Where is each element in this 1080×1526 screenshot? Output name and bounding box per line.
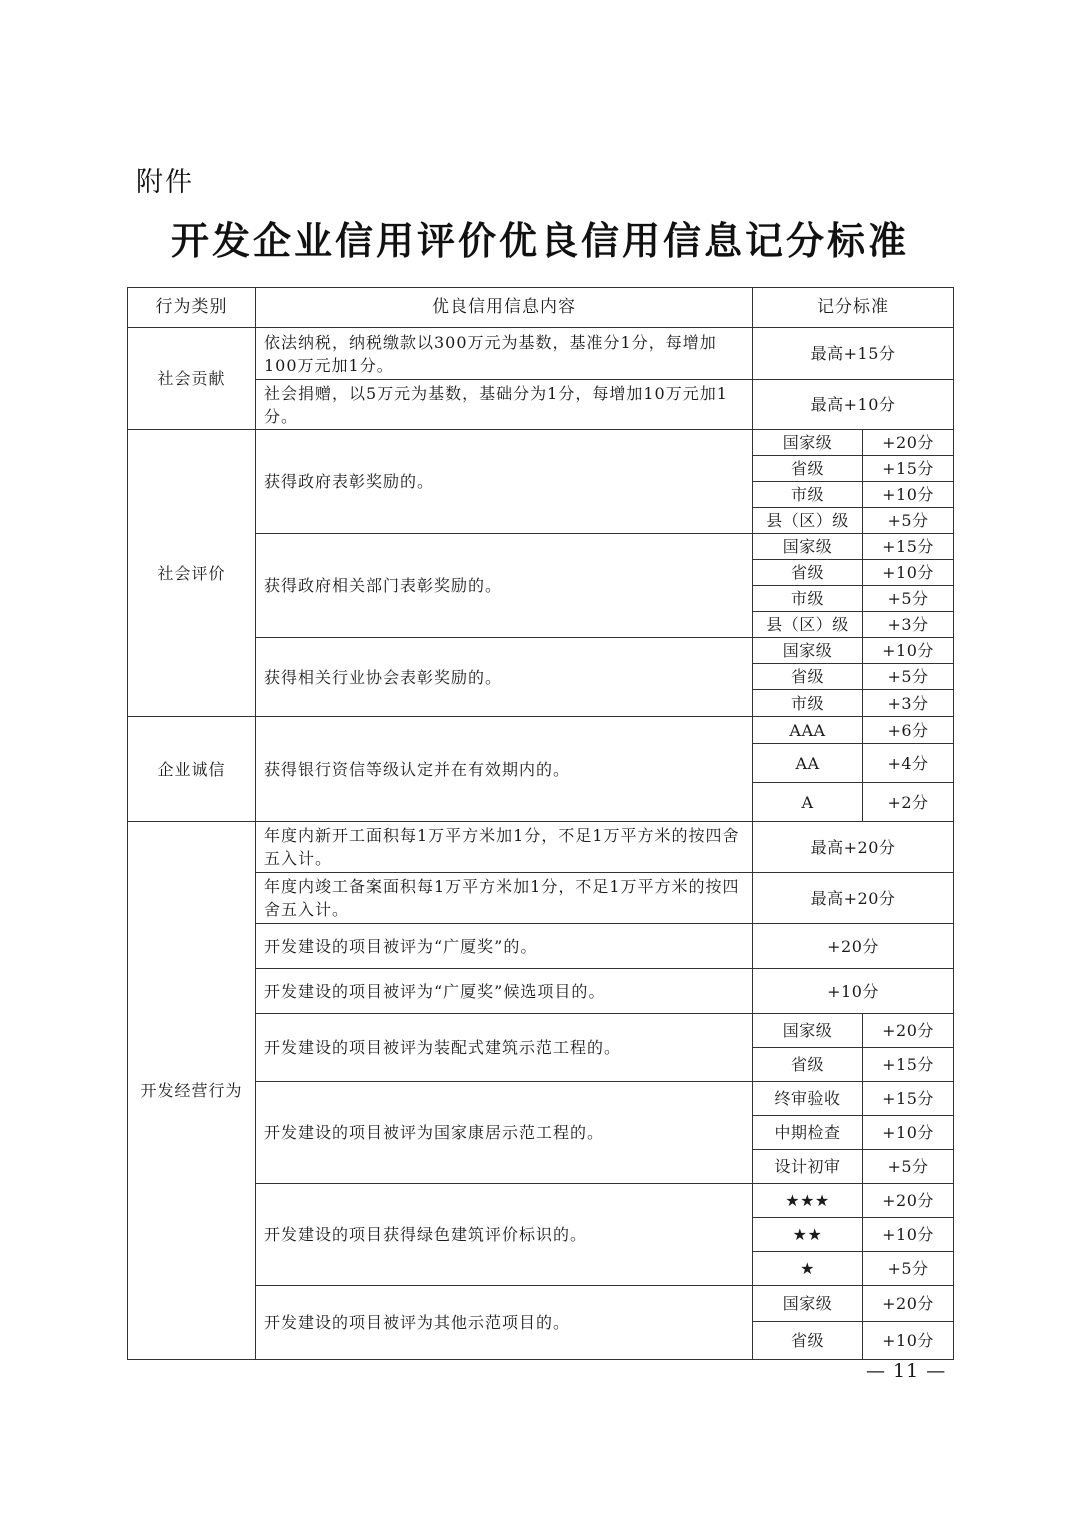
level-cell: 省级 bbox=[753, 456, 863, 482]
row-score: +20分 bbox=[753, 924, 954, 969]
scoring-table bbox=[127, 287, 954, 1360]
level-cell: A bbox=[753, 783, 863, 822]
level-cell: 中期检查 bbox=[753, 1116, 863, 1150]
row-content: 获得政府相关部门表彰奖励的。 bbox=[256, 534, 753, 638]
score-cell: +3分 bbox=[863, 612, 954, 638]
row-content: 获得政府表彰奖励的。 bbox=[256, 430, 753, 534]
star-rating-1: ★ bbox=[753, 1252, 863, 1286]
score-cell: +10分 bbox=[863, 1322, 954, 1360]
score-cell: +15分 bbox=[863, 534, 954, 560]
star-rating-2: ★★ bbox=[753, 1218, 863, 1252]
score-cell: +3分 bbox=[863, 690, 954, 717]
level-cell: 设计初审 bbox=[753, 1150, 863, 1184]
score-cell: +6分 bbox=[863, 717, 954, 744]
score-cell: +10分 bbox=[863, 560, 954, 586]
score-cell: +5分 bbox=[863, 508, 954, 534]
attachment-label: 附件 bbox=[136, 167, 194, 198]
score-cell: +5分 bbox=[863, 586, 954, 612]
score-cell: +20分 bbox=[863, 430, 954, 456]
level-cell: 市级 bbox=[753, 482, 863, 508]
table-row bbox=[128, 822, 954, 873]
level-cell: 市级 bbox=[753, 690, 863, 717]
row-content: 依法纳税，纳税缴款以300万元为基数，基准分1分，每增加100万元加1分。 bbox=[256, 328, 753, 380]
row-content: 获得相关行业协会表彰奖励的。 bbox=[256, 638, 753, 717]
star-rating-3: ★★★ bbox=[753, 1184, 863, 1218]
score-cell: +10分 bbox=[863, 1116, 954, 1150]
level-cell: 国家级 bbox=[753, 1286, 863, 1322]
page-number: — 11 — bbox=[866, 1360, 947, 1382]
score-cell: +5分 bbox=[863, 664, 954, 690]
score-cell: +15分 bbox=[863, 1048, 954, 1082]
level-cell: 国家级 bbox=[753, 534, 863, 560]
score-cell: +20分 bbox=[863, 1014, 954, 1048]
score-cell: +10分 bbox=[863, 638, 954, 664]
row-content: 开发建设的项目被评为其他示范项目的。 bbox=[256, 1286, 753, 1360]
row-content: 获得银行资信等级认定并在有效期内的。 bbox=[256, 717, 753, 822]
header-score: 记分标准 bbox=[753, 288, 954, 328]
table-row bbox=[128, 717, 954, 744]
row-content: 开发建设的项目被评为装配式建筑示范工程的。 bbox=[256, 1014, 753, 1082]
row-content: 开发建设的项目被评为“广厦奖”的。 bbox=[256, 924, 753, 969]
level-cell: 省级 bbox=[753, 1048, 863, 1082]
level-cell: 国家级 bbox=[753, 430, 863, 456]
level-cell: AAA bbox=[753, 717, 863, 744]
level-cell: AA bbox=[753, 744, 863, 783]
level-cell: 终审验收 bbox=[753, 1082, 863, 1116]
score-cell: +4分 bbox=[863, 744, 954, 783]
score-cell: +10分 bbox=[863, 1218, 954, 1252]
level-cell: 省级 bbox=[753, 1322, 863, 1360]
row-content: 社会捐赠，以5万元为基数，基础分为1分，每增加10万元加1分。 bbox=[256, 380, 753, 430]
level-cell: 省级 bbox=[753, 560, 863, 586]
level-cell: 国家级 bbox=[753, 1014, 863, 1048]
table-row bbox=[128, 430, 954, 456]
row-content: 开发建设的项目被评为国家康居示范工程的。 bbox=[256, 1082, 753, 1184]
table-header-row bbox=[128, 288, 954, 328]
row-score: 最高+15分 bbox=[753, 328, 954, 380]
category-social-evaluation: 社会评价 bbox=[128, 430, 256, 717]
row-score: 最高+10分 bbox=[753, 380, 954, 430]
level-cell: 市级 bbox=[753, 586, 863, 612]
row-score: +10分 bbox=[753, 969, 954, 1014]
score-cell: +5分 bbox=[863, 1150, 954, 1184]
level-cell: 县（区）级 bbox=[753, 612, 863, 638]
level-cell: 国家级 bbox=[753, 638, 863, 664]
score-cell: +20分 bbox=[863, 1184, 954, 1218]
header-content: 优良信用信息内容 bbox=[256, 288, 753, 328]
category-enterprise-integrity: 企业诚信 bbox=[128, 717, 256, 822]
level-cell: 省级 bbox=[753, 664, 863, 690]
score-cell: +15分 bbox=[863, 456, 954, 482]
row-content: 开发建设的项目获得绿色建筑评价标识的。 bbox=[256, 1184, 753, 1286]
document-title: 开发企业信用评价优良信用信息记分标准 bbox=[170, 219, 909, 263]
level-cell: 县（区）级 bbox=[753, 508, 863, 534]
row-score: 最高+20分 bbox=[753, 822, 954, 873]
row-content: 年度内竣工备案面积每1万平方米加1分，不足1万平方米的按四舍五入计。 bbox=[256, 873, 753, 924]
table-row bbox=[128, 328, 954, 380]
row-content: 开发建设的项目被评为“广厦奖”候选项目的。 bbox=[256, 969, 753, 1014]
score-cell: +2分 bbox=[863, 783, 954, 822]
row-content: 年度内新开工面积每1万平方米加1分，不足1万平方米的按四舍五入计。 bbox=[256, 822, 753, 873]
category-development-operation: 开发经营行为 bbox=[128, 822, 256, 1360]
row-score: 最高+20分 bbox=[753, 873, 954, 924]
category-social-contribution: 社会贡献 bbox=[128, 328, 256, 430]
score-cell: +15分 bbox=[863, 1082, 954, 1116]
score-cell: +10分 bbox=[863, 482, 954, 508]
header-category: 行为类别 bbox=[128, 288, 256, 328]
score-cell: +20分 bbox=[863, 1286, 954, 1322]
score-cell: +5分 bbox=[863, 1252, 954, 1286]
